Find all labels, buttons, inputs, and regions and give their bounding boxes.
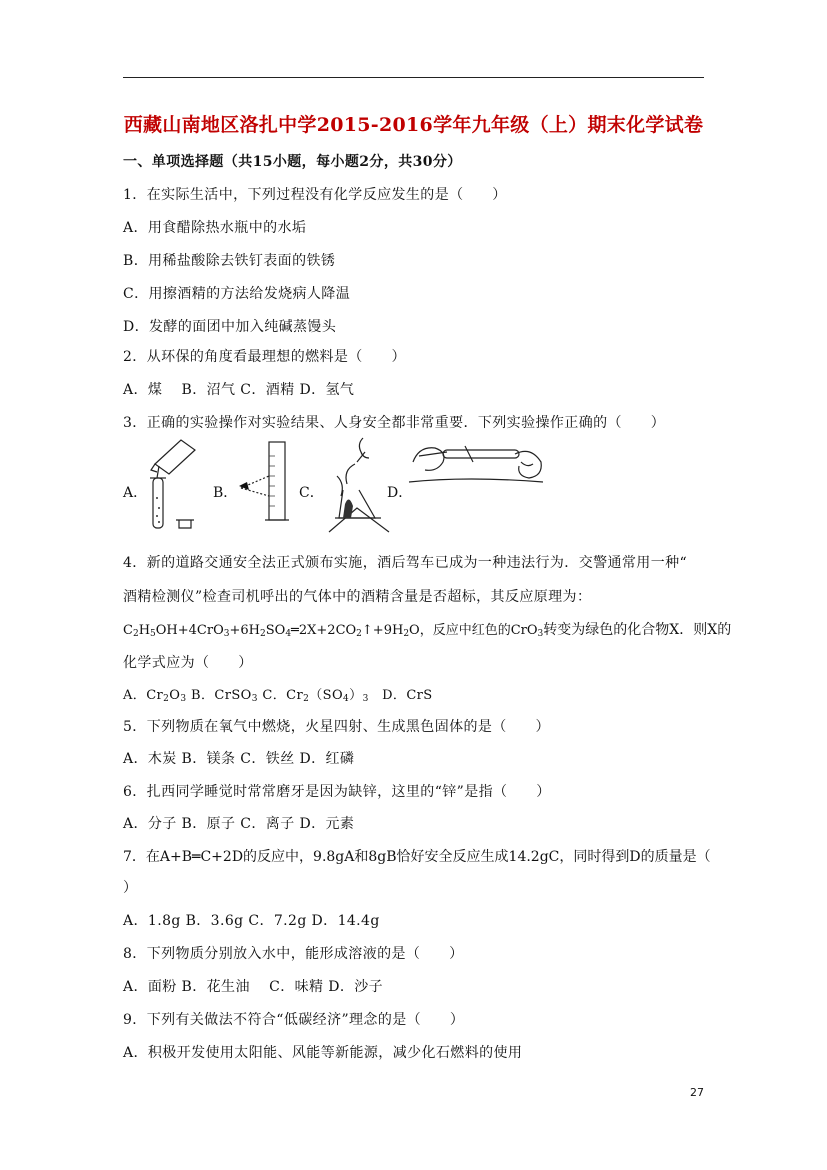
eq-sub: 2 xyxy=(356,629,362,639)
q4-stem-line3: 化学式应为（ ） xyxy=(123,655,253,671)
eq-part: O，反应中红色的CrO xyxy=(409,623,538,638)
opt-part: （SO xyxy=(309,688,344,703)
q2-stem: 2．从环保的角度看最理想的燃料是（ ） xyxy=(123,349,406,365)
smelling-gas-figure xyxy=(319,434,395,534)
q3-label-b: B． xyxy=(213,485,238,501)
q1-option-a: A．用食醋除热水瓶中的水垢 xyxy=(123,220,307,236)
q2-options: A．煤 B．沼气 C．酒精 D．氢气 xyxy=(123,382,355,398)
header-rule xyxy=(123,77,704,78)
graduated-cylinder-figure xyxy=(233,436,305,532)
eq-part: 转变为绿色的化合物X．则X的 xyxy=(543,622,732,638)
q3-label-c: C． xyxy=(299,485,324,501)
opt-sub: 3 xyxy=(362,694,369,704)
q1-option-d: D．发酵的面团中加入纯碱蒸馒头 xyxy=(123,319,337,335)
q6-stem: 6．扎西同学睡觉时常常磨牙是因为缺锌，这里的“锌”是指（ ） xyxy=(123,784,551,800)
eq-sub: 4 xyxy=(285,629,292,639)
opt-part: O xyxy=(169,688,181,703)
exam-title: 西藏山南地区洛扎中学2015-2016学年九年级（上）期末化学试卷 xyxy=(123,114,704,136)
q3-figures xyxy=(123,432,683,534)
eq-part: C xyxy=(123,623,133,638)
q3-label-d: D． xyxy=(387,485,413,501)
opt-sub: 3 xyxy=(251,694,258,704)
opt-sub: 2 xyxy=(303,694,310,704)
q8-stem: 8．下列物质分别放入水中，能形成溶液的是（ ） xyxy=(123,946,464,962)
q9-option-a: A．积极开发使用太阳能、风能等新能源，减少化石燃料的使用 xyxy=(123,1045,523,1061)
eq-part: H xyxy=(138,623,151,638)
eq-sub: 5 xyxy=(150,629,156,639)
q1-option-c: C．用擦酒精的方法给发烧病人降温 xyxy=(123,286,351,302)
q7-stem-line1: 7．在A+B═C+2D的反应中，9.8gA和8gB恰好安全反应生成14.2gC，同时得到D的质量是（ xyxy=(123,849,711,865)
eq-sub: 3 xyxy=(537,629,544,639)
q4-options xyxy=(123,684,433,704)
q1-stem: 1．在实际生活中，下列过程没有化学反应发生的是（ ） xyxy=(123,187,507,203)
eq-part: ═2X+2CO xyxy=(291,623,357,638)
opt-sub: 3 xyxy=(180,694,187,704)
eq-sub: 2 xyxy=(260,629,266,639)
eq-sub: 2 xyxy=(403,629,410,639)
q9-stem: 9．下列有关做法不符合“低碳经济”理念的是（ ） xyxy=(123,1012,465,1028)
q6-options: A．分子 B．原子 C．离子 D．元素 xyxy=(123,816,355,832)
page-number: 27 xyxy=(690,1086,704,1099)
opt-part: C．Cr xyxy=(257,688,304,703)
q7-options: A．1.8g B．3.6g C．7.2g D．14.4g xyxy=(123,913,380,929)
eq-part: +6H xyxy=(229,623,260,638)
opt-part: D．CrS xyxy=(368,688,433,703)
q4-equation xyxy=(123,619,731,639)
q8-options: A．面粉 B．花生油 C．味精 D．沙子 xyxy=(123,979,384,995)
opt-part: B．CrSO xyxy=(186,688,252,703)
eq-sub: 2 xyxy=(132,629,139,639)
eq-part: OH+4CrO xyxy=(155,623,224,638)
pouring-liquid-figure xyxy=(145,436,207,532)
eq-part: ↑+9H xyxy=(361,623,404,638)
section-heading: 一、单项选择题（共15小题，每小题2分，共30分） xyxy=(123,154,462,170)
q3-stem: 3．正确的实验操作对实验结果、人身安全都非常重要．下列实验操作正确的（ ） xyxy=(123,415,666,431)
q5-stem: 5．下列物质在氧气中燃烧，火星四射、生成黑色固体的是（ ） xyxy=(123,719,550,735)
opt-sub: 2 xyxy=(163,694,170,704)
q7-stem-line2: ） xyxy=(123,880,138,896)
eq-part: SO xyxy=(265,623,286,638)
opt-part: ） xyxy=(349,688,363,703)
q3-label-a: A． xyxy=(123,485,148,501)
test-tube-handling-figure xyxy=(407,432,547,492)
q5-options: A．木炭 B．镁条 C．铁丝 D．红磷 xyxy=(123,751,355,767)
eq-sub: 3 xyxy=(223,629,230,639)
opt-sub: 4 xyxy=(343,694,350,704)
q4-stem-line1: 4．新的道路交通安全法正式颁布实施，酒后驾车已成为一种违法行为．交警通常用一种“ xyxy=(123,555,688,571)
q4-stem-line2: 酒精检测仪”检查司机呼出的气体中的酒精含量是否超标，其反应原理为： xyxy=(123,589,592,605)
q1-option-b: B．用稀盐酸除去铁钉表面的铁锈 xyxy=(123,253,336,269)
opt-part: A．Cr xyxy=(123,688,164,703)
